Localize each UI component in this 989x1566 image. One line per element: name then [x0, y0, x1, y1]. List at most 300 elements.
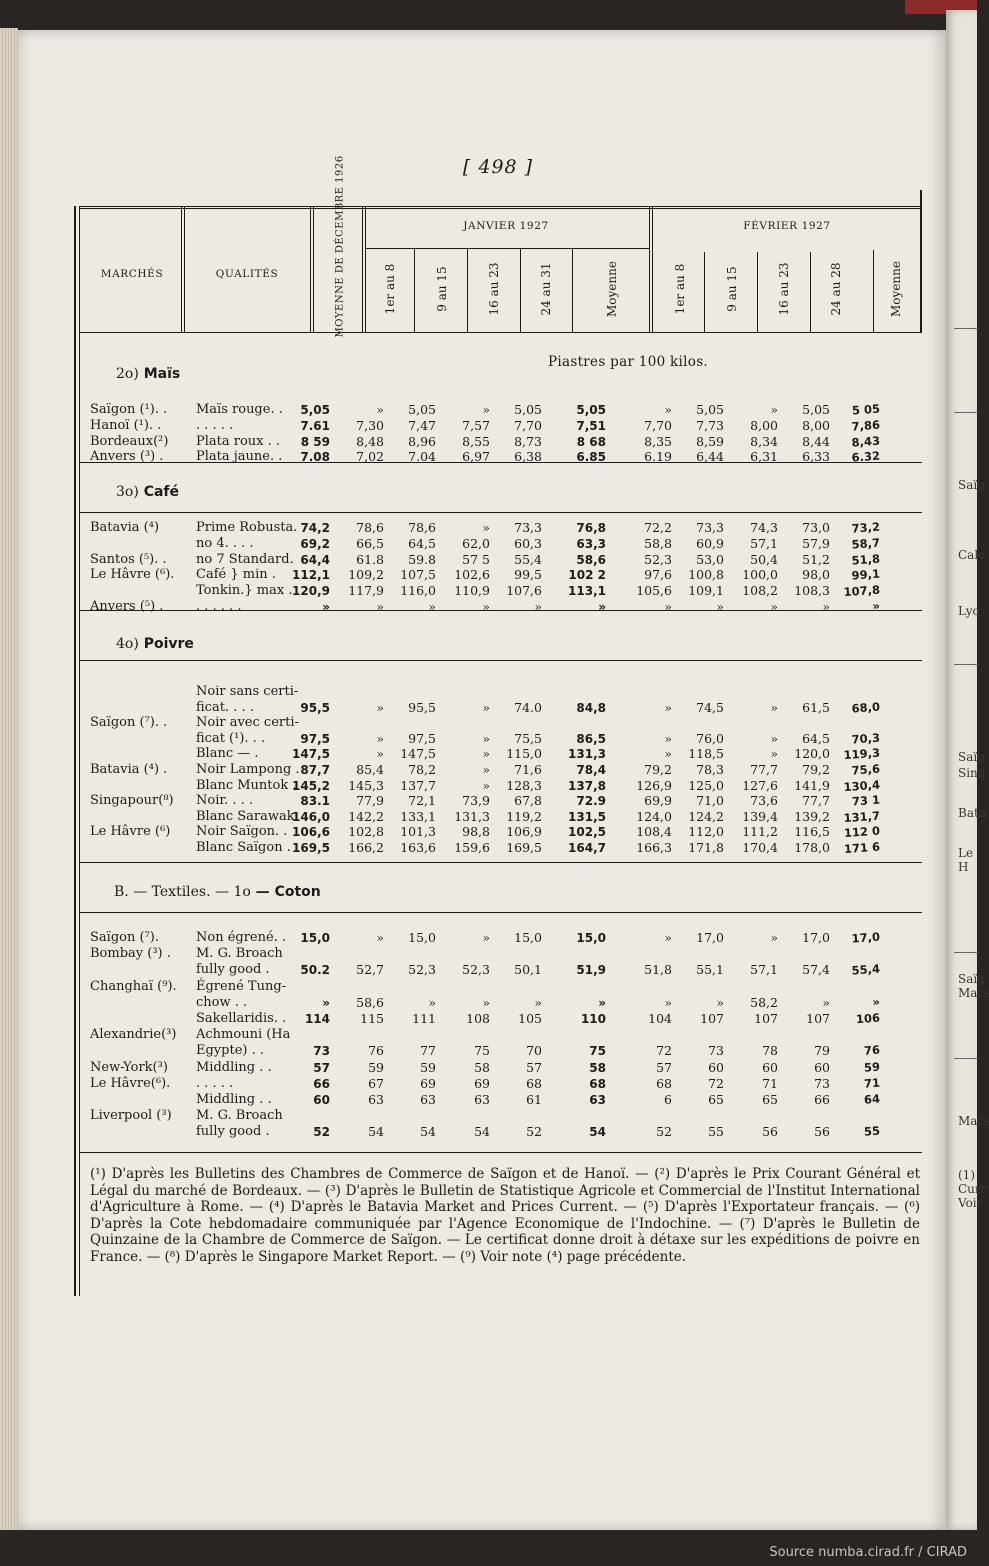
value-cell: 111,2 — [742, 824, 778, 840]
value-cell: 69,9 — [644, 793, 672, 809]
value-cell: 100,8 — [688, 567, 724, 583]
monthly-average-cell: 55 — [863, 1124, 881, 1140]
value-cell: 52,3 — [462, 962, 490, 978]
value-cell: 107,5 — [400, 567, 436, 583]
value-cell: 73,3 — [514, 520, 542, 535]
table-row — [90, 684, 920, 700]
value-cell: » — [822, 599, 830, 614]
header-moyenne-decembre: MOYENNE DE DÉCEMBRE 1926 — [334, 155, 346, 338]
value-cell: » — [482, 746, 490, 762]
table-row — [90, 583, 920, 599]
table-row — [90, 449, 920, 465]
value-cell: 99,5 — [514, 567, 542, 583]
table-row — [90, 520, 920, 536]
table-row — [90, 979, 920, 995]
monthly-average-cell: 58,7 — [851, 535, 881, 552]
value-cell: » — [376, 402, 384, 417]
monthly-average-cell: » — [872, 598, 881, 614]
value-cell: 127,6 — [742, 777, 778, 793]
value-cell: 7,47 — [408, 417, 436, 433]
value-cell: » — [664, 994, 672, 1010]
quality-cell: Plata roux . . — [196, 433, 281, 449]
quality-cell: Non égrené. . — [196, 930, 287, 945]
quality-cell: fully good . — [196, 1124, 270, 1140]
table-row — [90, 434, 920, 450]
value-cell: 56 — [814, 1124, 830, 1140]
table-row — [90, 1043, 920, 1059]
monthly-average-cell: 71 — [863, 1075, 881, 1091]
value-cell: » — [428, 994, 436, 1010]
monthly-average-cell: 73 1 — [851, 792, 881, 809]
monthly-average-cell: 106 — [855, 1010, 881, 1027]
section-title — [116, 484, 179, 500]
value-cell: 73,9 — [462, 793, 490, 809]
adjacent-fragment: Voir — [958, 1196, 983, 1210]
value-cell: 73 — [708, 1043, 724, 1059]
value-cell: 55,1 — [696, 962, 724, 978]
header-qualites: QUALITÉS — [215, 268, 279, 280]
value-cell: » — [664, 930, 672, 945]
value-cell: 137,7 — [400, 777, 436, 793]
value-cell: 7,02 — [356, 449, 384, 465]
value-cell: 67,8 — [514, 793, 542, 809]
value-cell: 58 — [589, 1060, 606, 1075]
value-cell: 8 68 — [576, 434, 606, 449]
monthly-average-cell: 7,86 — [851, 417, 881, 434]
value-cell: 64,5 — [802, 730, 830, 746]
value-cell: 84,8 — [576, 700, 606, 715]
value-cell: 8,44 — [802, 433, 830, 449]
value-cell: 73,3 — [696, 520, 724, 535]
value-cell: 120,0 — [794, 746, 830, 762]
value-cell: 102,6 — [454, 567, 490, 583]
table-row — [90, 778, 920, 794]
quality-cell: Achmouni (Ha — [196, 1027, 291, 1043]
value-cell: 141,9 — [794, 777, 830, 793]
value-cell: 5,05 — [576, 403, 606, 417]
value-cell: 67 — [368, 1075, 384, 1091]
value-cell: 50.2 — [300, 963, 330, 978]
value-cell: » — [664, 746, 672, 762]
quality-cell: Noir Lampong . — [196, 762, 300, 777]
table-row — [90, 762, 920, 778]
value-cell: 60,9 — [696, 535, 724, 551]
value-cell: 178,0 — [794, 840, 830, 855]
value-cell: » — [482, 402, 490, 417]
value-cell: 79,2 — [802, 762, 830, 777]
value-cell: 139,2 — [794, 808, 830, 824]
table-row — [90, 402, 920, 418]
value-cell: 124,2 — [688, 808, 724, 824]
value-cell: 5,05 — [408, 402, 436, 417]
value-cell: 106,9 — [506, 824, 542, 840]
adjacent-fragment: Saïg — [958, 478, 985, 492]
value-cell: » — [482, 762, 490, 777]
adjacent-fragment: Sing — [958, 766, 986, 780]
value-cell: » — [376, 599, 384, 614]
value-cell: 8,73 — [514, 433, 542, 449]
value-cell: 57 5 — [462, 551, 490, 567]
value-cell: » — [770, 402, 778, 417]
market-cell: Bordeaux(²) — [90, 433, 169, 449]
value-cell: 5,05 — [696, 402, 724, 417]
value-cell: 131,3 — [568, 747, 606, 762]
market-cell: Singapour(⁸) — [90, 793, 174, 809]
table-row — [90, 1011, 920, 1027]
value-cell: 57 — [526, 1059, 542, 1075]
market-cell: Hanoï (¹). . — [90, 417, 162, 433]
value-cell: 7,51 — [576, 418, 606, 433]
table-row — [90, 418, 920, 434]
value-cell: 8,55 — [462, 433, 490, 449]
value-cell: 110 — [580, 1012, 606, 1026]
value-cell: 108,2 — [742, 583, 778, 599]
value-cell: 53,0 — [696, 551, 724, 567]
value-cell: 137,8 — [568, 778, 606, 793]
value-cell: 54 — [368, 1124, 384, 1140]
value-cell: » — [770, 730, 778, 746]
value-cell: 78,6 — [356, 520, 384, 535]
value-cell: 17,0 — [802, 930, 830, 945]
value-cell: 66 — [313, 1076, 330, 1091]
market-cell: Le Hâvre(⁶). — [90, 1075, 171, 1091]
value-cell: 72 — [708, 1075, 724, 1091]
section-number: 3o) — [116, 484, 139, 500]
value-cell: 169,5 — [506, 840, 542, 855]
value-cell: 15,0 — [408, 930, 436, 945]
value-cell: 73,0 — [802, 520, 830, 535]
monthly-average-cell: 70,3 — [851, 730, 881, 747]
monthly-average-cell: 76 — [863, 1043, 881, 1059]
quality-cell: M. G. Broach — [196, 1108, 283, 1124]
value-cell: 97,5 — [408, 730, 436, 746]
adjacent-page-strip — [946, 10, 989, 1530]
quality-cell: Middling . . — [196, 1059, 272, 1075]
header-period: 1er au 8 — [673, 263, 687, 315]
header-period: 9 au 15 — [725, 266, 739, 312]
value-cell: 68 — [589, 1076, 606, 1091]
value-cell: 6,38 — [514, 449, 542, 465]
value-cell: 65 — [708, 1092, 724, 1107]
table-row — [90, 599, 920, 615]
value-cell: 5,05 — [300, 403, 330, 417]
value-cell: 6.19 — [644, 449, 672, 465]
value-cell: » — [376, 746, 384, 762]
value-cell: 79 — [814, 1043, 830, 1059]
value-cell: 7,57 — [462, 417, 490, 433]
monthly-average-cell: 5 05 — [851, 401, 881, 418]
value-cell: 116,5 — [794, 824, 830, 840]
value-cell: 57,1 — [750, 535, 778, 551]
value-cell: 147,5 — [292, 747, 330, 762]
section-name: Café — [143, 484, 179, 500]
monthly-average-cell: 112 0 — [843, 824, 881, 841]
value-cell: 57 — [656, 1059, 672, 1075]
value-cell: 63 — [368, 1092, 384, 1107]
value-cell: 119,2 — [506, 808, 542, 824]
value-cell: 60 — [814, 1059, 830, 1075]
value-cell: 7.61 — [300, 418, 330, 433]
table-row — [90, 715, 920, 731]
value-cell: » — [664, 730, 672, 746]
value-cell: 7,70 — [644, 417, 672, 433]
section-title — [116, 636, 194, 652]
value-cell: 98,0 — [802, 567, 830, 583]
value-cell: 50,1 — [514, 962, 542, 978]
section-title: B. — Textiles. — 1o — Coton — [114, 884, 321, 900]
monthly-average-cell — [840, 1107, 880, 1110]
quality-cell: Blanc — . — [196, 746, 259, 762]
value-cell: 58,6 — [356, 994, 384, 1010]
value-cell: 97,6 — [644, 567, 672, 583]
quality-cell: fully good . — [196, 962, 270, 978]
monthly-average-cell: 55,4 — [851, 962, 881, 978]
value-cell: 8,59 — [696, 433, 724, 449]
market-cell: Saïgon (⁷). — [90, 930, 159, 945]
value-cell: 52 — [526, 1124, 542, 1140]
value-cell: 51,8 — [644, 962, 672, 978]
value-cell: 52,3 — [408, 962, 436, 978]
value-cell: 113,1 — [568, 584, 606, 599]
value-cell: » — [482, 599, 490, 614]
value-cell: 128,3 — [506, 777, 542, 793]
value-cell: 79,2 — [644, 762, 672, 777]
value-cell: 76,0 — [696, 730, 724, 746]
value-cell: 57,9 — [802, 535, 830, 551]
value-cell: 68 — [656, 1075, 672, 1091]
monthly-average-cell: 51,8 — [851, 551, 881, 568]
quality-cell: . . . . . — [196, 417, 234, 433]
table-row — [90, 1092, 920, 1108]
value-cell: 72.9 — [576, 794, 606, 809]
value-cell: 102,8 — [348, 824, 384, 840]
value-cell: 77,7 — [750, 762, 778, 777]
value-cell: 74,5 — [696, 699, 724, 715]
monthly-average-cell: 119,3 — [843, 746, 881, 763]
value-cell: 66,5 — [356, 535, 384, 551]
value-cell: 118,5 — [688, 746, 724, 762]
value-cell: 131,3 — [454, 808, 490, 824]
value-cell: 54 — [589, 1125, 606, 1140]
monthly-average-cell: 130,4 — [843, 777, 881, 794]
value-cell: 59.8 — [408, 551, 436, 567]
market-cell: Saïgon (⁷). . — [90, 715, 168, 731]
table-row — [90, 809, 920, 825]
value-cell: 57,1 — [750, 962, 778, 978]
quality-cell: no 4. . . . — [196, 535, 254, 551]
value-cell: 105,6 — [636, 583, 672, 599]
value-cell: » — [664, 402, 672, 417]
value-cell: 6,33 — [802, 449, 830, 465]
adjacent-fragment: Saïg — [958, 972, 985, 986]
value-cell: 61,5 — [802, 699, 830, 715]
value-cell: 70 — [526, 1043, 542, 1059]
value-cell: 163,6 — [400, 840, 436, 855]
value-cell: 8,35 — [644, 433, 672, 449]
value-cell: 71,6 — [514, 762, 542, 777]
header-period: Moyenne — [605, 261, 619, 317]
header-period: 16 au 23 — [487, 262, 501, 316]
header-period: 9 au 15 — [435, 266, 449, 312]
monthly-average-cell: 73,2 — [851, 519, 881, 536]
value-cell: » — [598, 995, 606, 1010]
value-cell: 59 — [420, 1059, 436, 1075]
value-cell: 171,8 — [688, 840, 724, 855]
value-cell: 68 — [526, 1075, 542, 1091]
value-cell: 57,4 — [802, 962, 830, 978]
value-cell: 106,6 — [292, 825, 330, 840]
value-cell: 5,05 — [514, 402, 542, 417]
value-cell: 55 — [708, 1124, 724, 1140]
value-cell: 75 — [589, 1044, 606, 1059]
monthly-average-cell: 99,1 — [851, 567, 881, 583]
adjacent-fragment: Bata — [958, 806, 986, 820]
value-cell: 142,2 — [348, 808, 384, 824]
value-cell: 108,3 — [794, 583, 830, 599]
value-cell: 108,4 — [636, 824, 672, 840]
unit-note: Piastres par 100 kilos. — [548, 354, 709, 370]
value-cell: 64,5 — [408, 535, 436, 551]
value-cell: 54 — [474, 1124, 490, 1140]
header-janvier: JANVIER 1927 — [463, 220, 549, 232]
value-cell: 109,1 — [688, 583, 724, 599]
value-cell: 77,9 — [356, 793, 384, 809]
value-cell: » — [770, 746, 778, 762]
market-cell: Anvers (³) . — [90, 449, 164, 465]
section-name: Maïs — [143, 366, 181, 382]
value-cell: 52,3 — [644, 551, 672, 567]
quality-cell: ficat (¹). . . — [196, 730, 266, 746]
value-cell: 77,7 — [802, 793, 830, 809]
adjacent-fragment: Le H — [958, 846, 974, 874]
market-cell: Batavia (⁴) . — [90, 762, 168, 777]
table-row — [90, 567, 920, 583]
value-cell: 77 — [420, 1043, 436, 1059]
value-cell: 75 — [474, 1043, 490, 1059]
value-cell: 6,44 — [696, 449, 724, 465]
value-cell: 117,9 — [348, 583, 384, 599]
quality-cell: ficat. . . . — [196, 699, 254, 715]
value-cell: 145,2 — [292, 778, 330, 793]
monthly-average-cell: 6.32 — [851, 449, 881, 465]
value-cell: 114 — [304, 1012, 330, 1026]
value-cell: » — [482, 777, 490, 793]
value-cell: » — [376, 730, 384, 746]
adjacent-fragment: Calc — [958, 548, 985, 562]
value-cell: 78,4 — [576, 763, 606, 777]
value-cell: 78,2 — [408, 762, 436, 777]
value-cell: 110,9 — [454, 583, 490, 599]
adjacent-fragment: Saïg — [958, 750, 985, 764]
monthly-average-cell: 68,0 — [851, 699, 881, 716]
value-cell: » — [376, 930, 384, 945]
value-cell: 139,4 — [742, 808, 778, 824]
quality-cell: M. G. Broach — [196, 946, 283, 962]
value-cell: » — [482, 520, 490, 535]
value-cell: 78,6 — [408, 520, 436, 535]
value-cell: 169,5 — [292, 841, 330, 855]
section-number: 2o) — [116, 366, 139, 382]
value-cell: 107 — [806, 1011, 830, 1026]
section-number: B. — Textiles. — 1o — [114, 884, 251, 900]
section-title — [116, 366, 180, 382]
value-cell: 57 — [313, 1060, 330, 1075]
value-cell: 63 — [420, 1092, 436, 1107]
quality-cell: Sakellaridis. . — [196, 1011, 287, 1026]
table-row — [90, 962, 920, 978]
value-cell: 85,4 — [356, 762, 384, 777]
market-cell: Changhaï (⁹). — [90, 978, 177, 994]
value-cell: 145,3 — [348, 777, 384, 793]
value-cell: » — [482, 930, 490, 945]
value-cell: 75,5 — [514, 730, 542, 746]
monthly-average-cell: 131,7 — [843, 808, 881, 825]
value-cell: 72 — [656, 1043, 672, 1059]
monthly-average-cell: 75,6 — [851, 761, 881, 778]
value-cell: 107 — [754, 1011, 778, 1026]
value-cell: 98,8 — [462, 824, 490, 840]
value-cell: 124,0 — [636, 808, 672, 824]
quality-cell: Prime Robusta. — [196, 520, 298, 535]
value-cell: 95,5 — [300, 700, 330, 715]
monthly-average-cell: 107,8 — [843, 582, 881, 600]
header-period: 24 au 28 — [829, 262, 843, 316]
value-cell: 87,7 — [300, 763, 330, 777]
table-row — [90, 1060, 920, 1076]
value-cell: 104 — [648, 1011, 672, 1026]
value-cell: 101,3 — [400, 824, 436, 840]
value-cell: » — [482, 699, 490, 715]
value-cell: » — [534, 599, 542, 614]
value-cell: 64,4 — [300, 552, 330, 567]
value-cell: » — [770, 599, 778, 614]
value-cell: 7.08 — [300, 450, 330, 465]
value-cell: » — [598, 600, 606, 614]
value-cell: 58,8 — [644, 535, 672, 551]
footnote-text: (¹) D'après les Bulletins des Chambres de Commerce de Saïgon et de Hanoï. — (²) D'après le Prix Courant Général et Légal du marché de Bordeaux. — (³) D'après le Bulletin de Statistique Agricole et Commercial de l'Institut International d'Agriculture à Rome. — (⁴) D'après le Batavia Market and Prices Current. — (⁵) D'après l'Exportateur français. — (⁶) D'après la Cote hebdomadaire communiquée par l'Agence Economique de l'Indochine. — (⁷) D'après le Bulletin de Quinzaine de la Chambre de Commerce de Saïgon. — Le certificat donne droit à détaxe sur les expéditions de poivre en France. — (⁸) D'après le Singapore Market Report. — (⁹) Voir note (⁴) page précédente. — [90, 1166, 920, 1265]
market-cell: New-York(³) — [90, 1059, 168, 1075]
quality-cell: Blanc Saïgon . — [196, 840, 291, 855]
value-cell: 58,2 — [750, 994, 778, 1010]
value-cell: » — [428, 599, 436, 614]
value-cell: 6,97 — [462, 449, 490, 465]
section-name: Poivre — [143, 636, 194, 652]
market-cell: Le Hâvre (⁶) — [90, 824, 171, 840]
value-cell: 78 — [762, 1043, 778, 1059]
value-cell: 60,3 — [514, 535, 542, 551]
value-cell: 55,4 — [514, 551, 542, 567]
monthly-average-cell — [840, 945, 880, 948]
value-cell: 126,9 — [636, 777, 672, 793]
table-row — [90, 946, 920, 962]
adjacent-fragment: Mars — [958, 986, 989, 1000]
quality-cell: . . . . . . — [196, 599, 242, 614]
value-cell: 166,2 — [348, 840, 384, 855]
quality-cell: chow . . — [196, 994, 248, 1010]
value-cell: 73 — [814, 1075, 830, 1091]
table-row — [90, 824, 920, 840]
value-cell: 17,0 — [696, 930, 724, 945]
market-cell: Liverpool (³) — [90, 1108, 172, 1124]
value-cell: 112,1 — [292, 568, 330, 583]
page-stack-edge — [0, 28, 18, 1530]
value-cell: 147,5 — [400, 746, 436, 762]
market-cell: Saïgon (¹). . — [90, 402, 168, 417]
quality-cell: Maïs rouge. . — [196, 402, 283, 417]
value-cell: » — [322, 995, 330, 1010]
market-cell: Bombay (³) . — [90, 946, 171, 962]
value-cell: 52 — [656, 1124, 672, 1140]
